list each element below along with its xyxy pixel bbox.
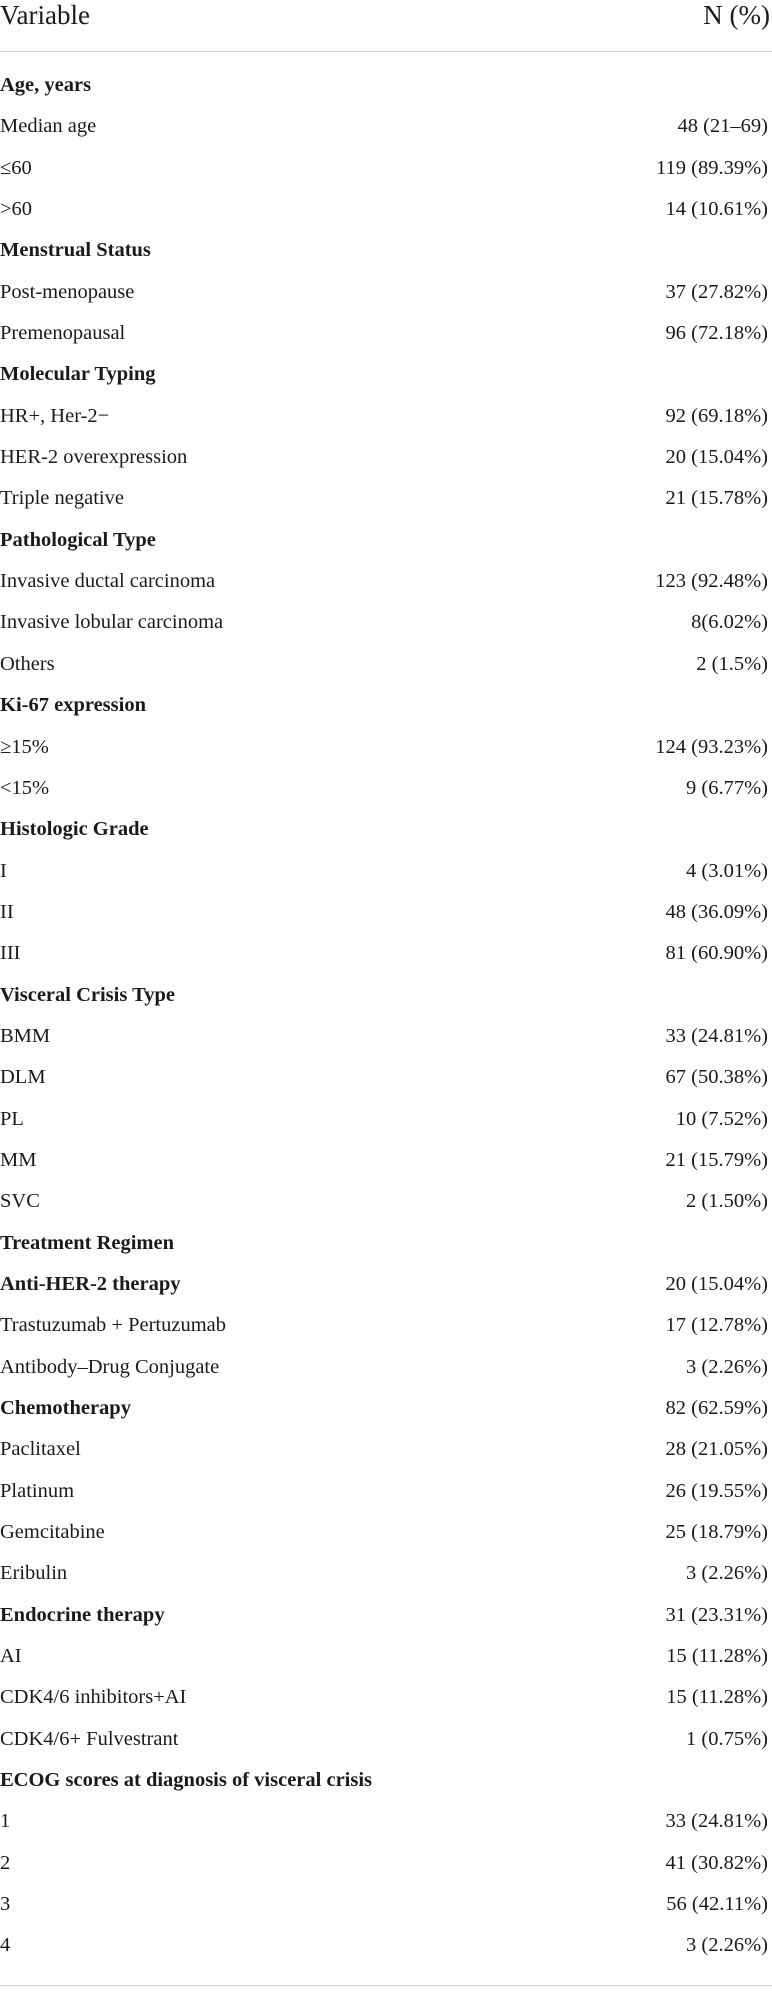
row-value: 31 (23.31%) bbox=[665, 1603, 768, 1626]
row-value: 17 (12.78%) bbox=[665, 1314, 768, 1337]
section-row bbox=[0, 692, 772, 733]
row-label: Ki-67 expression bbox=[0, 694, 146, 717]
row-value: 4 (3.01%) bbox=[686, 859, 768, 882]
row-label: Histologic Grade bbox=[0, 818, 149, 841]
row-value: 82 (62.59%) bbox=[665, 1397, 768, 1419]
row-label: CDK4/6 inhibitors+AI bbox=[0, 1686, 187, 1709]
table-row bbox=[0, 1519, 772, 1560]
row-value: 119 (89.39%) bbox=[656, 156, 768, 179]
row-label: Anti-HER-2 therapy bbox=[0, 1272, 181, 1295]
row-label: Premenopausal bbox=[0, 322, 126, 345]
row-label: Molecular Typing bbox=[0, 363, 156, 386]
section-row bbox=[0, 1395, 772, 1436]
table-row bbox=[0, 1312, 772, 1353]
table-row bbox=[0, 1023, 772, 1064]
table-row bbox=[0, 1436, 772, 1477]
section-row bbox=[0, 1602, 772, 1643]
row-label: Chemotherapy bbox=[0, 1397, 131, 1419]
row-value: 3 (2.26%) bbox=[686, 1355, 768, 1378]
row-value: 3 (2.26%) bbox=[686, 1934, 768, 1957]
row-label: SVC bbox=[0, 1190, 40, 1213]
row-label: Triple negative bbox=[0, 487, 124, 510]
row-label: ≥15% bbox=[0, 735, 49, 758]
table-row bbox=[0, 568, 772, 609]
table-row bbox=[0, 1684, 772, 1725]
row-label: 1 bbox=[0, 1810, 11, 1833]
table-row bbox=[0, 279, 772, 320]
row-label: HR+, Her-2− bbox=[0, 404, 110, 427]
row-label: DLM bbox=[0, 1066, 46, 1089]
row-label: Trastuzumab + Pertuzumab bbox=[0, 1314, 227, 1337]
section-row bbox=[0, 527, 772, 568]
row-label: 3 bbox=[0, 1893, 11, 1916]
row-label: Pathological Type bbox=[0, 528, 156, 551]
row-value: 48 (36.09%) bbox=[665, 900, 768, 923]
table-row bbox=[0, 113, 772, 154]
row-label: Post-menopause bbox=[0, 280, 135, 303]
table-row bbox=[0, 1726, 772, 1767]
table-row bbox=[0, 155, 772, 196]
section-row bbox=[0, 1230, 772, 1271]
row-label: MM bbox=[0, 1148, 37, 1171]
bottom-rule bbox=[0, 1985, 772, 1986]
row-label: ≤60 bbox=[0, 156, 32, 179]
row-value: 124 (93.23%) bbox=[655, 735, 768, 758]
row-value: 2 (1.5%) bbox=[696, 652, 768, 675]
section-row bbox=[0, 361, 772, 402]
row-label: Invasive lobular carcinoma bbox=[0, 611, 224, 634]
row-value: 21 (15.78%) bbox=[665, 487, 768, 510]
row-label: HER-2 overexpression bbox=[0, 446, 188, 469]
table-row bbox=[0, 1808, 772, 1849]
row-label: >60 bbox=[0, 198, 33, 221]
table-body bbox=[0, 52, 772, 1974]
row-value: 96 (72.18%) bbox=[665, 322, 768, 345]
row-value: 3 (2.26%) bbox=[686, 1562, 768, 1585]
row-value: 15 (11.28%) bbox=[666, 1686, 768, 1709]
row-value: 14 (10.61%) bbox=[665, 198, 768, 221]
row-label: Gemcitabine bbox=[0, 1521, 105, 1544]
row-value: 81 (60.90%) bbox=[665, 942, 768, 965]
table-header bbox=[0, 0, 772, 52]
row-label: Invasive ductal carcinoma bbox=[0, 570, 216, 593]
row-label: Antibody–Drug Conjugate bbox=[0, 1355, 220, 1378]
row-value: 2 (1.50%) bbox=[686, 1190, 768, 1213]
table-row bbox=[0, 1560, 772, 1601]
row-label: Menstrual Status bbox=[0, 239, 151, 262]
row-label: 4 bbox=[0, 1934, 11, 1957]
table-row bbox=[0, 196, 772, 237]
table-row bbox=[0, 1188, 772, 1229]
table-row bbox=[0, 1064, 772, 1105]
table-row bbox=[0, 403, 772, 444]
table-row bbox=[0, 1147, 772, 1188]
header-variable: Variable bbox=[0, 0, 90, 30]
header-n-percent: N (%) bbox=[703, 0, 770, 30]
row-value: 9 (6.77%) bbox=[686, 776, 768, 799]
table-row bbox=[0, 1106, 772, 1147]
section-row bbox=[0, 237, 772, 278]
row-value: 26 (19.55%) bbox=[665, 1479, 768, 1502]
table-row bbox=[0, 320, 772, 361]
row-label: II bbox=[0, 900, 14, 923]
section-row bbox=[0, 1767, 772, 1808]
row-value: 10 (7.52%) bbox=[675, 1107, 768, 1130]
table-row bbox=[0, 899, 772, 940]
row-label: Paclitaxel bbox=[0, 1438, 81, 1461]
row-value: 123 (92.48%) bbox=[655, 570, 768, 593]
table-row bbox=[0, 1643, 772, 1684]
row-value: 20 (15.04%) bbox=[665, 446, 768, 469]
section-row bbox=[0, 982, 772, 1023]
table-row bbox=[0, 609, 772, 650]
row-label: CDK4/6+ Fulvestrant bbox=[0, 1727, 179, 1750]
table-row bbox=[0, 775, 772, 816]
row-label: III bbox=[0, 942, 21, 965]
row-value: 56 (42.11%) bbox=[666, 1893, 768, 1916]
row-value: 21 (15.79%) bbox=[665, 1148, 768, 1171]
row-value: 37 (27.82%) bbox=[665, 280, 768, 303]
row-label: Age, years bbox=[0, 74, 92, 96]
row-label: ECOG scores at diagnosis of visceral crisis bbox=[0, 1769, 373, 1792]
section-row bbox=[0, 72, 772, 113]
row-value: 1 (0.75%) bbox=[686, 1727, 768, 1750]
row-value: 15 (11.28%) bbox=[666, 1645, 768, 1668]
table-row bbox=[0, 940, 772, 981]
row-value: 41 (30.82%) bbox=[665, 1851, 768, 1874]
row-label: BMM bbox=[0, 1024, 51, 1047]
row-value: 8(6.02%) bbox=[691, 611, 768, 634]
table-row bbox=[0, 444, 772, 485]
table-row bbox=[0, 1354, 772, 1395]
row-label: I bbox=[0, 859, 7, 882]
row-value: 28 (21.05%) bbox=[665, 1438, 768, 1461]
table-row bbox=[0, 1932, 772, 1973]
row-label: Endocrine therapy bbox=[0, 1603, 165, 1626]
row-label: Treatment Regimen bbox=[0, 1231, 175, 1254]
row-value: 33 (24.81%) bbox=[665, 1810, 768, 1833]
row-label: Median age bbox=[0, 115, 97, 138]
row-value: 20 (15.04%) bbox=[665, 1272, 768, 1295]
row-label: Platinum bbox=[0, 1479, 75, 1502]
row-label: <15% bbox=[0, 776, 50, 799]
row-label: AI bbox=[0, 1645, 22, 1668]
row-label: Others bbox=[0, 652, 55, 675]
table-row bbox=[0, 1478, 772, 1519]
row-label: 2 bbox=[0, 1851, 11, 1874]
row-value: 92 (69.18%) bbox=[665, 404, 768, 427]
row-value: 67 (50.38%) bbox=[665, 1066, 768, 1089]
table-row bbox=[0, 1891, 772, 1932]
table-row bbox=[0, 485, 772, 526]
table-row bbox=[0, 734, 772, 775]
row-label: Visceral Crisis Type bbox=[0, 983, 175, 1006]
section-row bbox=[0, 1271, 772, 1312]
section-row bbox=[0, 816, 772, 857]
row-value: 33 (24.81%) bbox=[665, 1024, 768, 1047]
row-label: Eribulin bbox=[0, 1562, 68, 1585]
table-row bbox=[0, 1850, 772, 1891]
row-label: PL bbox=[0, 1107, 24, 1130]
table-row bbox=[0, 651, 772, 692]
table-row bbox=[0, 858, 772, 899]
row-value: 48 (21–69) bbox=[677, 115, 768, 138]
row-value: 25 (18.79%) bbox=[665, 1521, 768, 1544]
